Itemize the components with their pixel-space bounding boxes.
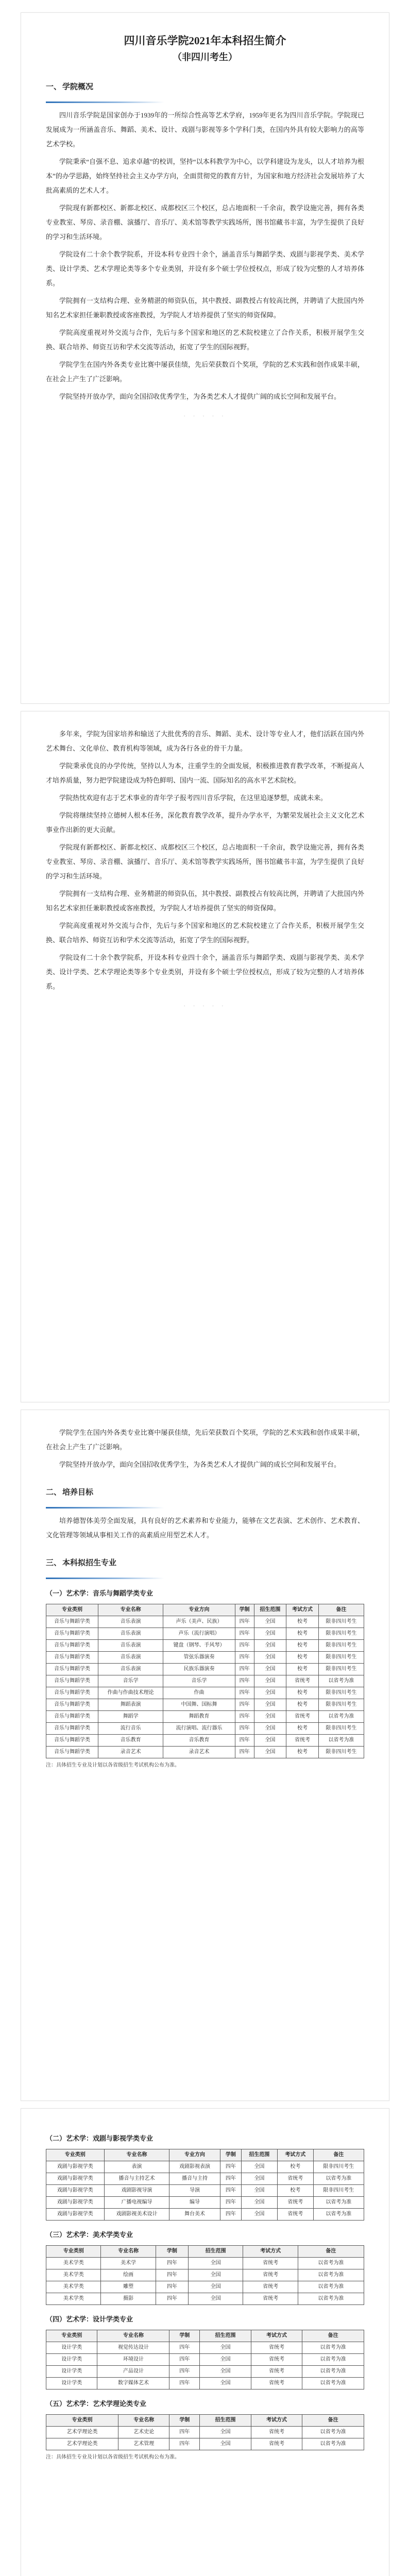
table-cell: 音乐与舞蹈学类: [46, 1747, 98, 1758]
table-cell: 限非四川考生: [318, 1616, 364, 1628]
table-header-cell: 专业类别: [46, 1604, 98, 1616]
table-cell: 戏剧与影视学类: [46, 2209, 105, 2221]
table-cell: 校考: [277, 2161, 313, 2173]
document-sheet-3: [21, 1410, 389, 2101]
table-cell: 限非四川考生: [318, 1687, 364, 1699]
table-header-cell: 备注: [313, 2149, 364, 2161]
faculty-paragraph: 学院学生在国内外各类专业比赛中屡获佳绩，先后荣获数百个奖项，学院的艺术实践和创作成果丰硕，在社会上产生了广泛影响。: [46, 361, 364, 383]
table-cell: 音乐与舞蹈学类: [46, 1652, 98, 1664]
table-cell: 四年: [220, 2161, 241, 2173]
faculty-paragraph: 学院拥有一支结构合理、业务精湛的师资队伍，其中教授、副教授占有较高比例，并聘请了大批国内外知名艺术家担任兼职教授或客座教授，为学院人才培养提供了坚实的师资保障。: [46, 297, 364, 319]
table-header-cell: 学制: [156, 2246, 188, 2258]
table-cell: 音乐与舞蹈学类: [46, 1699, 98, 1711]
intro-paragraph: 学院设有二十余个教学院系，开设本科专业四十余个，涵盖音乐与舞蹈学类、戏剧与影视学类、美术学类、设计学类、艺术学理论类等多个专业类别，并设有多个硕士学位授权点，形成了较为完整的人才培养体系。: [46, 954, 364, 990]
table-cell: 全国: [254, 1699, 286, 1711]
table-cell: 四年: [235, 1675, 254, 1687]
table-row: [46, 2293, 364, 2305]
table-cell: 四年: [235, 1652, 254, 1664]
table-cell: 设计学类: [46, 2342, 97, 2354]
table-cell: 全国: [242, 2197, 278, 2209]
table-cell: 以省考为准: [318, 1735, 364, 1747]
table-cell: 戏剧影视美术设计: [104, 2209, 169, 2221]
table-cell: 以省考为准: [313, 2197, 364, 2209]
table-cell: 四年: [235, 1616, 254, 1628]
table-cell: 音乐学: [163, 1675, 235, 1687]
table-cell: 以省考为准: [313, 2173, 364, 2185]
table-cell: 全国: [254, 1675, 286, 1687]
table-cell: 省统考: [286, 1735, 319, 1747]
table-row: [46, 1687, 364, 1699]
table-cell: 全国: [254, 1687, 286, 1699]
table-cell: 全国: [200, 2342, 251, 2354]
section-heading-3: 三、 本科拟招生专业: [46, 1558, 117, 1567]
table-header-cell: 备注: [318, 1604, 364, 1616]
table-note: 注：具体招生专业及计划以各省级招生考试机构公布为准。: [46, 1762, 180, 1768]
intro-paragraph: 学院设有二十余个教学院系，开设本科专业四十余个，涵盖音乐与舞蹈学类、戏剧与影视学类、美术学类、设计学类、艺术学理论类等多个专业类别，并设有多个硕士学位授权点，形成了较为完整的人才培养体系。: [46, 250, 364, 287]
table-row: [46, 1735, 364, 1747]
table-cell: 广播电视编导: [104, 2197, 169, 2209]
table-header-cell: 招生范围: [200, 2415, 251, 2427]
document-sheet-2: [21, 711, 389, 1402]
table-row: [46, 1699, 364, 1711]
table-cell: 四年: [156, 2269, 188, 2281]
table-cell: 省统考: [251, 2366, 302, 2378]
table-cell: 全国: [242, 2185, 278, 2197]
table-cell: 省统考: [286, 1711, 319, 1723]
table-cell: 以省考为准: [298, 2281, 364, 2293]
table-cell: 美术学: [101, 2258, 156, 2269]
table-cell: 校考: [286, 1652, 319, 1664]
table-cell: 四年: [220, 2209, 241, 2221]
table-cell: 产品设计: [97, 2366, 169, 2378]
document-title: 四川音乐学院2021年本科招生简介: [124, 35, 286, 47]
table-row: [46, 2258, 364, 2269]
table-row: [46, 2281, 364, 2293]
history-paragraph: 学院热忱欢迎有志于艺术事业的青年学子报考四川音乐学院，在这里追逐梦想，成就未来。: [59, 794, 328, 802]
table-header-cell: 招生范围: [242, 2149, 278, 2161]
table-row: [46, 2366, 364, 2378]
table-cell: 四年: [220, 2173, 241, 2185]
document-subtitle: （非四川考生）: [173, 52, 237, 62]
table-cell: 全国: [254, 1652, 286, 1664]
major-table-fine-art: [46, 2245, 364, 2305]
table-cell: 音乐与舞蹈学类: [46, 1640, 98, 1652]
table-cell: 视觉传达设计: [97, 2342, 169, 2354]
table-cell: 音乐表演: [98, 1640, 163, 1652]
table-title: （五）艺术学：艺术学理论类专业: [46, 2400, 147, 2408]
table-row: [46, 2161, 364, 2173]
table-cell: 校考: [286, 1616, 319, 1628]
table-cell: 戏剧与影视学类: [46, 2197, 105, 2209]
section-divider: [46, 1578, 164, 1579]
table-row: [46, 2209, 364, 2221]
table-cell: 艺术史论: [118, 2427, 169, 2438]
table-cell: 全国: [200, 2378, 251, 2389]
table-cell: 省统考: [286, 1675, 319, 1687]
table-cell: 限非四川考生: [318, 1652, 364, 1664]
table-cell: 播音与主持: [169, 2173, 220, 2185]
table-cell: 以省考为准: [313, 2209, 364, 2221]
table-cell: 全国: [254, 1664, 286, 1675]
table-cell: 流行音乐: [98, 1723, 163, 1735]
table-cell: 戏剧影视导演: [104, 2185, 169, 2197]
table-header-cell: 专业名称: [101, 2246, 156, 2258]
table-row: [46, 1675, 364, 1687]
table-title: （一）艺术学：音乐与舞蹈学类专业: [46, 1589, 154, 1597]
table-cell: 设计学类: [46, 2378, 97, 2389]
section-heading-1: 一、 学院概况: [46, 82, 94, 91]
table-title: （四）艺术学：设计学类专业: [46, 2315, 133, 2323]
table-cell: 校考: [286, 1747, 319, 1758]
table-cell: 以省考为准: [302, 2354, 364, 2366]
table-row: [46, 1723, 364, 1735]
table-cell: 全国: [254, 1640, 286, 1652]
table-cell: 全国: [242, 2161, 278, 2173]
table-cell: 省统考: [243, 2258, 298, 2269]
history-paragraph: 多年来，学院为国家培养和输送了大批优秀的音乐、舞蹈、美术、设计等专业人才，他们活跃在国内外艺术舞台、文化单位、教育机构等领域，成为各行各业的骨干力量。: [46, 730, 364, 752]
table-row: [46, 1616, 364, 1628]
faculty-paragraph: 学院拥有一支结构合理、业务精湛的师资队伍，其中教授、副教授占有较高比例，并聘请了大批国内外知名艺术家担任兼职教授或客座教授，为学院人才培养提供了坚实的师资保障。: [46, 890, 364, 912]
table-header-cell: 备注: [302, 2415, 364, 2427]
table-cell: 四年: [156, 2258, 188, 2269]
table-cell: 全国: [200, 2354, 251, 2366]
table-title: （二）艺术学：戏剧与影视学类专业: [46, 2134, 154, 2142]
table-header-cell: 专业名称: [104, 2149, 169, 2161]
table-row: [46, 1711, 364, 1723]
table-cell: 限非四川考生: [313, 2185, 364, 2197]
table-cell: 四年: [235, 1687, 254, 1699]
table-cell: 四年: [235, 1723, 254, 1735]
table-cell: 艺术学理论类: [46, 2427, 118, 2438]
table-cell: 四年: [169, 2427, 200, 2438]
table-cell: 环境设计: [97, 2354, 169, 2366]
table-cell: 音乐与舞蹈学类: [46, 1735, 98, 1747]
table-cell: 全国: [200, 2438, 251, 2450]
table-row: [46, 2197, 364, 2209]
table-cell: 管弦乐器演奏: [163, 1652, 235, 1664]
table-cell: 全国: [188, 2293, 243, 2305]
faculty-paragraph: 学院高度重视对外交流与合作，先后与多个国家和地区的艺术院校建立了合作关系，积极开展学生交换、联合培养、师资互访和学术交流等活动，拓宽了学生的国际视野。: [46, 922, 364, 944]
table-cell: 校考: [286, 1664, 319, 1675]
table-row: [46, 2173, 364, 2185]
table-cell: 限非四川考生: [313, 2161, 364, 2173]
table-cell: 四年: [220, 2185, 241, 2197]
table-cell: 戏剧与影视学类: [46, 2161, 105, 2173]
intro-paragraph: 学院秉承“自强不息、追求卓越”的校训，坚持“以本科教学为中心，以学科建设为龙头，以人才培养为根本”的办学思路，始终坚持社会主义办学方向，全面贯彻党的教育方针，为国家和地方经济社会发展培养了大批高素质的艺术人才。: [46, 158, 364, 194]
faculty-paragraph: 学院高度重视对外交流与合作，先后与多个国家和地区的艺术院校建立了合作关系，积极开展学生交换、联合培养、师资互访和学术交流等活动，拓宽了学生的国际视野。: [46, 329, 364, 351]
major-table-music: [46, 1604, 364, 1758]
table-cell: 以省考为准: [298, 2258, 364, 2269]
major-table-drama: [46, 2149, 364, 2221]
table-cell: 导演: [169, 2185, 220, 2197]
table-cell: 美术学类: [46, 2293, 101, 2305]
table-row: [46, 1640, 364, 1652]
table-cell: 四年: [220, 2197, 241, 2209]
table-cell: 戏剧与影视学类: [46, 2185, 105, 2197]
table-cell: 全国: [254, 1711, 286, 1723]
table-cell: 省统考: [251, 2378, 302, 2389]
table-header-cell: 备注: [302, 2330, 364, 2342]
history-paragraph: 学院秉承优良的办学传统，坚持以人为本，注重学生的全面发展，积极推进教育教学改革，不断提高人才培养质量，努力把学院建设成为特色鲜明、国内一流、国际知名的高水平艺术院校。: [46, 762, 364, 784]
table-cell: 声乐（美声、民族）: [163, 1616, 235, 1628]
table-header-cell: 专业类别: [46, 2330, 97, 2342]
table-row: [46, 2342, 364, 2354]
table-header-cell: 学制: [235, 1604, 254, 1616]
table-cell: 舞台美术: [169, 2209, 220, 2221]
table-header-cell: 招生范围: [200, 2330, 251, 2342]
table-row: [46, 2438, 364, 2450]
table-row: [46, 1664, 364, 1675]
table-cell: 限非四川考生: [318, 1628, 364, 1640]
table-cell: 全国: [242, 2209, 278, 2221]
table-cell: 全国: [188, 2269, 243, 2281]
table-cell: 摄影: [101, 2293, 156, 2305]
table-cell: 省统考: [277, 2197, 313, 2209]
table-cell: 全国: [188, 2281, 243, 2293]
table-cell: 编导: [169, 2197, 220, 2209]
table-cell: 音乐与舞蹈学类: [46, 1723, 98, 1735]
history-paragraph: 学院将继续坚持立德树人根本任务，深化教育教学改革，提升办学水平，为繁荣发展社会主义文化艺术事业作出新的更大贡献。: [46, 811, 364, 834]
table-cell: 音乐教育: [98, 1735, 163, 1747]
table-cell: 键盘（钢琴、手风琴）: [163, 1640, 235, 1652]
table-header-cell: 专业名称: [98, 1604, 163, 1616]
table-header-cell: 学制: [169, 2330, 200, 2342]
table-cell: 省统考: [251, 2354, 302, 2366]
intro-paragraph: 四川音乐学院是国家创办于1939年的一所综合性高等艺术学府，1959年更名为四川音乐学院。学院现已发展成为一所涵盖音乐、舞蹈、美术、设计、戏剧与影视等多个学科门类，在国内外具有较大影响力的高等艺术学校。: [46, 111, 364, 148]
table-row: [46, 2378, 364, 2389]
table-cell: 戏剧影视表演: [169, 2161, 220, 2173]
table-row: [46, 2427, 364, 2438]
faculty-paragraph: 学院坚持开放办学，面向全国招收优秀学生，为各类艺术人才提供广阔的成长空间和发展平台。: [59, 1461, 341, 1468]
table-cell: 省统考: [277, 2209, 313, 2221]
table-cell: 省统考: [251, 2342, 302, 2354]
table-cell: 四年: [235, 1640, 254, 1652]
table-cell: 音乐学: [98, 1675, 163, 1687]
table-cell: 声乐（流行演唱）: [163, 1628, 235, 1640]
table-cell: 四年: [235, 1711, 254, 1723]
table-cell: 音乐表演: [98, 1628, 163, 1640]
table-cell: 音乐与舞蹈学类: [46, 1675, 98, 1687]
table-cell: 音乐与舞蹈学类: [46, 1664, 98, 1675]
table-cell: 全国: [254, 1616, 286, 1628]
table-cell: 音乐表演: [98, 1616, 163, 1628]
table-cell: 校考: [286, 1699, 319, 1711]
table-cell: 四年: [169, 2342, 200, 2354]
faculty-paragraph: 学院学生在国内外各类专业比赛中屡获佳绩，先后荣获数百个奖项，学院的艺术实践和创作成果丰硕，在社会上产生了广泛影响。: [46, 1429, 364, 1451]
table-header-cell: 考试方式: [251, 2330, 302, 2342]
table-cell: 舞蹈学: [98, 1711, 163, 1723]
table-cell: 设计学类: [46, 2354, 97, 2366]
table-header-cell: 专业方向: [163, 1604, 235, 1616]
table-cell: 四年: [235, 1664, 254, 1675]
table-cell: 作曲与作曲技术理论: [98, 1687, 163, 1699]
table-cell: 省统考: [243, 2269, 298, 2281]
table-cell: 四年: [235, 1699, 254, 1711]
intro-paragraph: 学院现有新都校区、新都北校区、成都校区三个校区，总占地面积一千余亩，教学设施完善，拥有各类专业教室、琴房、录音棚、演播厅、音乐厅、美术馆等教学实践场所，图书馆藏书丰富，为学生提供了良好的学习和生活环境。: [46, 204, 364, 241]
table-cell: 舞蹈表演: [98, 1699, 163, 1711]
table-cell: 舞蹈教育: [163, 1711, 235, 1723]
table-cell: 以省考为准: [302, 2378, 364, 2389]
table-cell: 以省考为准: [298, 2293, 364, 2305]
table-row: [46, 2185, 364, 2197]
table-cell: 限非四川考生: [318, 1747, 364, 1758]
table-row: [46, 2269, 364, 2281]
table-cell: 四年: [169, 2438, 200, 2450]
table-header-cell: 专业名称: [118, 2415, 169, 2427]
table-note: 注：具体招生专业及计划以各省级招生考试机构公布为准。: [46, 2454, 180, 2460]
table-cell: 限非四川考生: [318, 1723, 364, 1735]
table-cell: 四年: [235, 1747, 254, 1758]
table-cell: 录音艺术: [98, 1747, 163, 1758]
table-cell: 校考: [286, 1628, 319, 1640]
table-cell: 表演: [104, 2161, 169, 2173]
table-cell: 校考: [286, 1687, 319, 1699]
table-cell: 音乐与舞蹈学类: [46, 1711, 98, 1723]
table-title: （三）艺术学：美术学类专业: [46, 2231, 133, 2239]
table-cell: 四年: [169, 2354, 200, 2366]
intro-paragraph: 学院现有新都校区、新都北校区、成都校区三个校区，总占地面积一千余亩，教学设施完善，拥有各类专业教室、琴房、录音棚、演播厅、音乐厅、美术馆等教学实践场所，图书馆藏书丰富，为学生提供了良好的学习和生活环境。: [46, 843, 364, 880]
table-row: [46, 2354, 364, 2366]
table-cell: 四年: [169, 2378, 200, 2389]
table-cell: 全国: [200, 2366, 251, 2378]
table-cell: 全国: [242, 2173, 278, 2185]
table-header-cell: 专业类别: [46, 2149, 105, 2161]
table-cell: 艺术学理论类: [46, 2438, 118, 2450]
major-table-design: [46, 2330, 364, 2389]
table-header-cell: 专业类别: [46, 2415, 118, 2427]
table-header-cell: 招生范围: [254, 1604, 286, 1616]
table-cell: 全国: [200, 2427, 251, 2438]
table-header-cell: 考试方式: [286, 1604, 319, 1616]
table-cell: 四年: [235, 1628, 254, 1640]
page-ornament: · · · · ·: [183, 413, 227, 419]
table-cell: 省统考: [251, 2438, 302, 2450]
section-divider: [46, 101, 164, 103]
table-cell: 以省考为准: [302, 2427, 364, 2438]
table-cell: 以省考为准: [302, 2366, 364, 2378]
table-cell: 省统考: [243, 2281, 298, 2293]
table-cell: 录音艺术: [163, 1747, 235, 1758]
table-cell: 民族乐器演奏: [163, 1664, 235, 1675]
table-cell: 美术学类: [46, 2258, 101, 2269]
table-header-cell: 考试方式: [251, 2415, 302, 2427]
table-header-cell: 专业方向: [169, 2149, 220, 2161]
table-cell: 绘画: [101, 2269, 156, 2281]
table-cell: 雕塑: [101, 2281, 156, 2293]
table-cell: 美术学类: [46, 2281, 101, 2293]
table-header-cell: 考试方式: [243, 2246, 298, 2258]
table-cell: 艺术管理: [118, 2438, 169, 2450]
table-cell: 音乐表演: [98, 1652, 163, 1664]
table-cell: 以省考为准: [298, 2269, 364, 2281]
table-cell: 数字媒体艺术: [97, 2378, 169, 2389]
table-cell: 音乐与舞蹈学类: [46, 1616, 98, 1628]
table-cell: 四年: [156, 2281, 188, 2293]
table-cell: 以省考为准: [302, 2438, 364, 2450]
section-divider: [46, 1507, 164, 1509]
table-cell: 音乐与舞蹈学类: [46, 1628, 98, 1640]
table-cell: 限非四川考生: [318, 1664, 364, 1675]
table-header-cell: 学制: [169, 2415, 200, 2427]
table-cell: 美术学类: [46, 2269, 101, 2281]
table-row: [46, 1652, 364, 1664]
table-cell: 省统考: [251, 2427, 302, 2438]
table-cell: 全国: [254, 1747, 286, 1758]
table-cell: 播音与主持艺术: [104, 2173, 169, 2185]
table-cell: 以省考为准: [318, 1675, 364, 1687]
table-header-cell: 学制: [220, 2149, 241, 2161]
major-table-theory: [46, 2414, 364, 2450]
table-cell: 校考: [277, 2185, 313, 2197]
table-cell: 流行演唱、流行器乐: [163, 1723, 235, 1735]
table-cell: 作曲: [163, 1687, 235, 1699]
table-cell: 音乐与舞蹈学类: [46, 1687, 98, 1699]
table-cell: 中国舞、国标舞: [163, 1699, 235, 1711]
table-cell: 四年: [169, 2366, 200, 2378]
table-row: [46, 1628, 364, 1640]
table-cell: 音乐表演: [98, 1664, 163, 1675]
table-cell: 设计学类: [46, 2366, 97, 2378]
table-cell: 省统考: [277, 2173, 313, 2185]
section-heading-2: 二、 培养目标: [46, 1488, 94, 1497]
table-cell: 以省考为准: [302, 2342, 364, 2354]
table-cell: 全国: [254, 1723, 286, 1735]
table-row: [46, 1747, 364, 1758]
table-header-cell: 招生范围: [188, 2246, 243, 2258]
table-cell: 校考: [286, 1640, 319, 1652]
table-header-cell: 备注: [298, 2246, 364, 2258]
table-cell: 四年: [156, 2293, 188, 2305]
table-cell: 音乐教育: [163, 1735, 235, 1747]
table-cell: 以省考为准: [318, 1711, 364, 1723]
table-header-cell: 专业类别: [46, 2246, 101, 2258]
table-cell: 限非四川考生: [318, 1699, 364, 1711]
faculty-paragraph: 学院坚持开放办学，面向全国招收优秀学生，为各类艺术人才提供广阔的成长空间和发展平台。: [59, 393, 341, 400]
table-cell: 省统考: [243, 2293, 298, 2305]
table-cell: 四年: [235, 1735, 254, 1747]
table-cell: 全国: [254, 1628, 286, 1640]
table-header-cell: 专业名称: [97, 2330, 169, 2342]
table-header-cell: 考试方式: [277, 2149, 313, 2161]
table-cell: 限非四川考生: [318, 1640, 364, 1652]
document-sheet-1: [21, 12, 389, 704]
table-cell: 戏剧与影视学类: [46, 2173, 105, 2185]
page-ornament: · · · · ·: [183, 1003, 227, 1009]
document-sheet-4: [21, 2108, 389, 2576]
goal-paragraph: 培养德智体美劳全面发展，具有良好的艺术素养和专业能力，能够在文艺表演、艺术创作、艺术教育、文化管理等领域从事相关工作的高素质应用型艺术人才。: [46, 1517, 364, 1539]
table-cell: 全国: [188, 2258, 243, 2269]
table-cell: 全国: [254, 1735, 286, 1747]
table-cell: 校考: [286, 1723, 319, 1735]
